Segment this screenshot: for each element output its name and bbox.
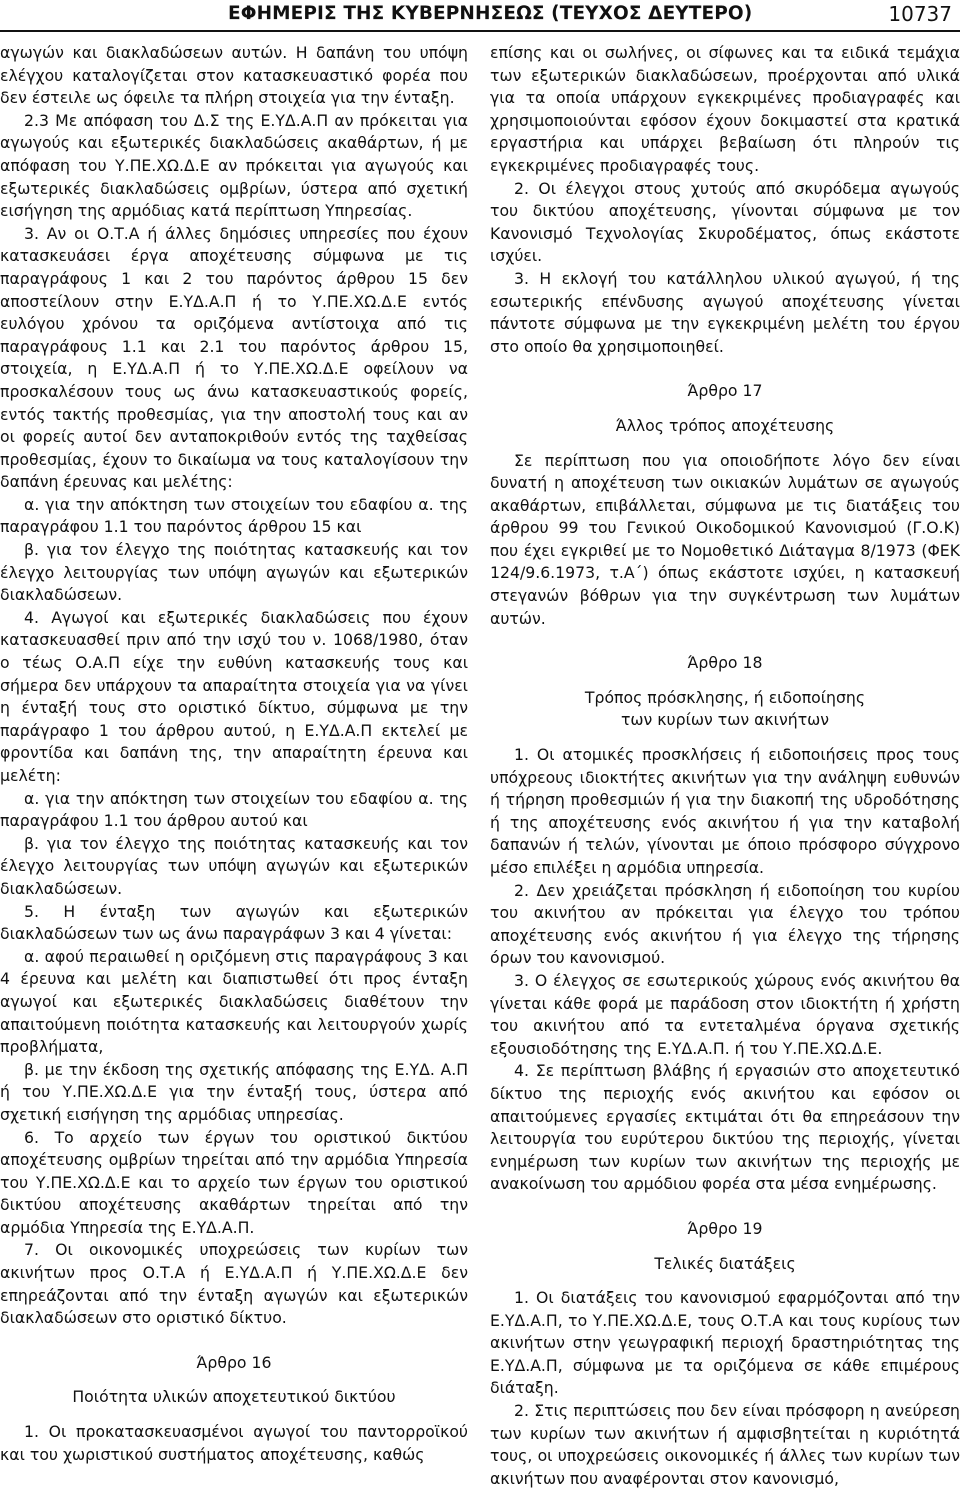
paragraph: 2. Οι έλεγχοι στους χυτούς από σκυρόδεμα αγωγούς του δικτύου αποχέτευσης, γίνονται σύμφωνα με τον Κανονισμό Τεχνολογίας Σκυροδέματος, όπως εκάστοτε ισχύει. (490, 178, 960, 266)
paragraph: 2. Δεν χρειάζεται πρόσκληση ή ειδοποίηση του κυρίου του ακινήτου αν πρόκειται για έλεγχο του τρόπου αποχέτευσης ενός ακινήτου ή για έλεγχο της τήρησης όρων του κανονισμού. (490, 880, 960, 968)
paragraph: α. για την απόκτηση των στοιχείων του εδαφίου α. της παραγράφου 1.1 του άρθρου αυτού και (0, 788, 468, 831)
left-column (0, 42, 468, 1466)
paragraph: 1. Οι προκατασκευασμένοι αγωγοί του παντορροϊκού και του χωριστικού συστήματος αποχέτευσης, καθώς (0, 1422, 468, 1464)
paragraph: β. για τον έλεγχο της ποιότητας κατασκευής και τον έλεγχο λειτουργίας των υπόψη αγωγών και εξωτερικών διακλαδώσεων. (0, 540, 468, 605)
paragraph: αγωγών και διακλαδώσεων αυτών. Η δαπάνη του υπόψη ελέγχου καταλογίζεται στον κατασκευαστικό φορέα που δεν έστειλε ως όφειλε τα πλήρη στοιχεία για την ένταξη. (0, 43, 468, 108)
paragraph: β. με την έκδοση της σχετικής απόφασης της Ε.ΥΔ. Α.Π ή του Υ.ΠΕ.ΧΩ.Δ.Ε για την ένταξή τους, ύστερα από σχετική εισήγηση της αρμόδιας υπηρεσίας. (0, 1059, 468, 1124)
paragraph: Σε περίπτωση που για οποιοδήποτε λόγο δεν είναι δυνατή η αποχέτευση των οικιακών λυμάτων σε αγωγούς ακαθάρτων, επιβάλλεται, σύμφωνα με τις διατάξεις του άρθρου 99 του Γενικού Οικοδομικού Κανονισμού (Γ.Ο.Κ) που έχει εγκριθεί με το Νομοθετικό Διάταγμα 8/1973 (ΦΕΚ 124/9.6.1973, τ.Α΄) όπως εκάστοτε ισχύει, η κατασκευή στεγανών βόθρων για την συγκέντρωση των λυμάτων αυτών. (490, 450, 960, 628)
paragraph: β. για τον έλεγχο της ποιότητας κατασκευής και τον έλεγχο λειτουργίας των υπόψη αγωγών και εξωτερικών διακλαδώσεων. (0, 833, 468, 898)
paragraph: α. αφού περαιωθεί η οριζόμενη στις παραγράφους 3 και 4 έρευνα και μελέτη και διαπιστωθεί ότι προς ένταξη αγωγοί και εξωτερικές διακλαδώσεις διαθέτουν την απαιτούμενη ποιότητα κατασκευής και λειτουργούν χωρίς προβλήματα, (0, 946, 468, 1057)
paragraph: επίσης και οι σωλήνες, οι σίφωνες και τα ειδικά τεμάχια των εξωτερικών διακλαδώσεων, προέρχονται από υλικά για τα οποία υπάρχουν εγκεκριμένες προδιαγραφές και χρησιμοποιούνται εφόσον έχουν δοκιμαστεί στα κρατικά εργαστήρια και υπάρχει βεβαίωση ότι πληρούν τις εγκεκριμένες προδιαγραφές τους. (490, 43, 960, 175)
article-16-number: Άρθρο 16 (196, 1352, 272, 1372)
paragraph: 3. Ο έλεγχος σε εσωτερικούς χώρους ενός ακινήτου θα γίνεται κάθε φορά με παράδοση στον ιδιοκτήτη ή χρήστη του ακινήτου από τα εντεταλμένα όργανα σχετικής εξουσιοδότησης της Ε.ΥΔ.Α.Π. ή του Υ.ΠΕ.ΧΩ.Δ.Ε. (490, 970, 960, 1058)
gazette-title: ΕΦΗΜΕΡΙΣ ΤΗΣ ΚΥΒΕΡΝΗΣΕΩΣ (ΤΕΥΧΟΣ ΔΕΥΤΕΡΟ) (228, 3, 753, 24)
page-header (0, 0, 960, 30)
paragraph: 5. Η ένταξη των αγωγών και εξωτερικών διακλαδώσεων των ως άνω παραγράφων 3 και 4 γίνεται: (0, 901, 468, 944)
paragraph: 6. Το αρχείο των έργων του οριστικού δικτύου αποχέτευσης ομβρίων τηρείται από την αρμόδια Υπηρεσία του Υ.ΠΕ.ΧΩ.Δ.Ε και το αρχείο των έργων του οριστικού δικτύου αποχέτευσης ακαθάρτων τηρείται από την αρμόδια Υπηρεσία της Ε.ΥΔ.Α.Π. (0, 1127, 468, 1237)
paragraph: 3. Αν οι Ο.Τ.Α ή άλλες δημόσιες υπηρεσίες που έχουν κατασκευάσει έργα αποχέτευσης σύμφωνα με τις παραγράφους 1 και 2 του παρόντος άρθρου 15 δεν αποστείλουν στην Ε.ΥΔ.Α.Π ή το Υ.ΠΕ.ΧΩ.Δ.Ε εντός ευλόγου χρόνου τα οριζόμενα αντίστοιχα από τις παραγράφους 1.1 και 2.1 του παρόντος άρθρου 15, στοιχεία, η Ε.ΥΔ.Α.Π ή το Υ.ΠΕ.ΧΩ.Δ.Ε οφείλουν να προσκαλέσουν τους ως άνω κατασκευαστικούς φορείς, εντός τακτής προθεσμίας, για την αποστολή τους και αν οι φορείς αυτοί δεν ανταποκριθούν εντός της ταχθείσας προθεσμίας, έχουν το δικαίωμα να τους καταλογίσουν την δαπάνη έρευνας και μελέτης: (0, 223, 468, 492)
header-rule (0, 30, 960, 32)
article-17-title: Άλλος τρόπος αποχέτευσης (615, 415, 835, 435)
article-18-number: Άρθρο 18 (687, 653, 763, 673)
article-17-number: Άρθρο 17 (687, 381, 763, 401)
paragraph: 4. Σε περίπτωση βλάβης ή εργασιών στο αποχετευτικό δίκτυο της περιοχής ενός ακινήτου και εφόσον οι απαιτούμενες εργασίες εκτιμάται ότι θα επηρεάσουν την λειτουργία του ευρύτερου δικτύου της περιοχής, γίνεται ενημέρωση των κυρίων των ακινήτων της περιοχής με ανακοίνωση του αρμόδιου φορέα στα μέσα ενημέρωσης. (490, 1061, 960, 1194)
paragraph: 1. Οι διατάξεις του κανονισμού εφαρμόζονται από την Ε.ΥΔ.Α.Π, το Υ.ΠΕ.ΧΩ.Δ.Ε, τους Ο.Τ.Α και τους κυρίους των ακινήτων στην γεωγραφική περιοχή δραστηριότητας της Ε.ΥΔ.Α.Π, σύμφωνα με τα οριζόμενα σε κάθε επιμέρους διάταξη. (490, 1288, 960, 1398)
paragraph: 2.3 Με απόφαση του Δ.Σ της Ε.ΥΔ.Α.Π αν πρόκειται για αγωγούς και εξωτερικές διακλαδώσεις ακαθάρτων, ή με απόφαση του Υ.ΠΕ.ΧΩ.Δ.Ε αν πρόκειται για αγωγούς και εξωτερικές διακλαδώσεις ομβρίων, ύστερα από σχετική εισήγηση της αρμόδιας κατά περίπτωση Υπηρεσίας. (0, 110, 468, 221)
paragraph: 1. Οι ατομικές προσκλήσεις ή ειδοποιήσεις προς τους υπόχρεους ιδιοκτήτες ακινήτων για την ανάληψη ευθυνών ή τήρηση προθεσμιών ή για την διακοπή της υδροδότησης ή της αποχέτευσης ενός ακινήτου ή για την καταβολή δαπανών ή τελών, γίνονται με όποιο πρόσφορο σύγχρονο μέσο επιλέξει η αρμόδια υπηρεσία. (490, 745, 960, 877)
paragraph: α. για την απόκτηση των στοιχείων του εδαφίου α. της παραγράφου 1.1 του παρόντος άρθρου 15 και (0, 494, 468, 537)
page-number: 10737 (888, 2, 952, 26)
article-16-title: Ποιότητα υλικών αποχετευτικού δικτύου (72, 1387, 396, 1407)
paragraph: 7. Οι οικονομικές υποχρεώσεις των κυρίων των ακινήτων προς Ο.Τ.Α ή Ε.ΥΔ.Α.Π ή Υ.ΠΕ.ΧΩ.Δ.Ε δεν επηρεάζονται από την ένταξη αγωγών και εξωτερικών διακλαδώσεων στο οριστικό δίκτυο. (0, 1240, 468, 1328)
paragraph: 3. Η εκλογή του κατάλληλου υλικού αγωγού, ή της εσωτερικής επένδυσης αγωγού αποχέτευσης γίνεται πάντοτε σύμφωνα με την εγκεκριμένη μελέτη του έργου στο οποίο θα χρησιμοποιηθεί. (490, 268, 960, 356)
paragraph: 2. Στις περιπτώσεις που δεν είναι πρόσφορη η ανεύρεση των κυρίων των ακινήτων ή αμφισβητείται η κυριότητά τους, οι υποχρεώσεις οικονομικές ή άλλες των κυρίων των ακινήτων που αναφέρονται στον κανονισμό, (490, 1401, 960, 1488)
article-19-title: Τελικές διατάξεις (654, 1253, 796, 1273)
article-19-number: Άρθρο 19 (687, 1218, 763, 1238)
article-18-title: Τρόπος πρόσκλησης, ή ειδοποίησης των κυρίων των ακινήτων (584, 687, 866, 730)
paragraph: 4. Αγωγοί και εξωτερικές διακλαδώσεις που έχουν κατασκευασθεί πριν από την ισχύ του ν. 1068/1980, όταν ο τέως Ο.Α.Π είχε την ευθύνη κατασκευής τους και σήμερα δεν υπάρχουν τα απαραίτητα στοιχεία για να γίνει η ένταξή τους στο οριστικό δίκτυο, σύμφωνα με την παράγραφο 1 του άρθρου αυτού, η Ε.ΥΔ.Α.Π εκτελεί με φροντίδα και δαπάνη της, την απαραίτητη έρευνα και μελέτη: (0, 607, 468, 785)
right-column (490, 42, 960, 1490)
